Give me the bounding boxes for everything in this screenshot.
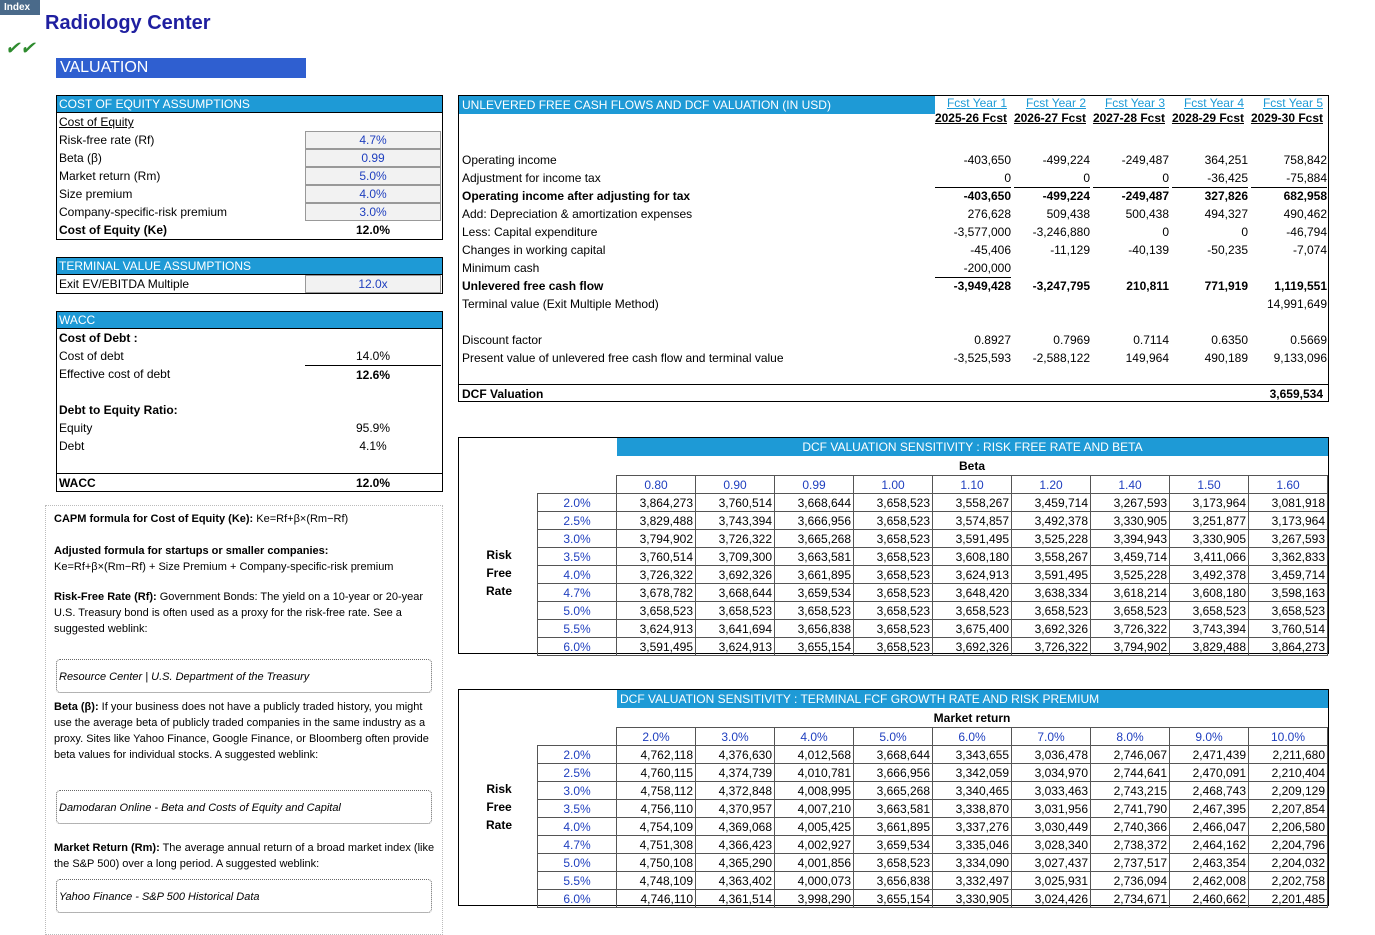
sens-cell: 3,794,902 — [1091, 638, 1170, 656]
sens-row-header: 5.0% — [538, 602, 617, 620]
sens-cell: 4,002,927 — [775, 836, 854, 854]
sens-cell: 3,709,300 — [696, 548, 775, 566]
sens-cell: 3,025,931 — [1012, 872, 1091, 890]
sens-row-header: 6.0% — [538, 638, 617, 656]
dcf-row: Less: Capital expenditure -3,577,000 -3,246,880 0 0 -46,794 — [462, 225, 1327, 239]
sens-cell: 3,332,497 — [933, 872, 1012, 890]
wacc-header: WACC — [57, 312, 442, 329]
sens-row-header: 2.5% — [538, 512, 617, 530]
sens-cell: 3,591,495 — [617, 638, 696, 656]
adjusted-formula-note: Adjusted formula for startups or smaller companies: Ke=Rf+β×(Rm−Rf) + Size Premium + Company-specific-risk premium — [54, 545, 394, 573]
exit-multiple-row: Exit EV/EBITDA Multiple 12.0x — [57, 275, 442, 293]
sens-cell: 4,746,110 — [617, 890, 696, 908]
sens-row-header: 4.0% — [538, 566, 617, 584]
sens-cell: 3,794,902 — [617, 530, 696, 548]
sens-cell: 2,471,439 — [1170, 746, 1249, 764]
sens-cell: 2,737,517 — [1091, 854, 1170, 872]
sens-cell: 3,658,523 — [854, 620, 933, 638]
cost-of-debt-value[interactable]: 14.0% — [355, 349, 391, 363]
sens-cell: 3,330,905 — [1170, 530, 1249, 548]
sens-cell: 3,525,228 — [1091, 566, 1170, 584]
dcf-row: Operating income after adjusting for tax -403,650 -499,224 -249,487 327,826 682,958 — [462, 189, 1327, 203]
index-tab[interactable]: Index — [0, 0, 40, 15]
sens-cell: 3,864,273 — [617, 494, 696, 512]
sens-row-header: 5.5% — [538, 620, 617, 638]
sens-cell: 3,658,523 — [854, 566, 933, 584]
sens-cell: 3,663,581 — [854, 800, 933, 818]
sens-cell: 3,267,593 — [1091, 494, 1170, 512]
sens-cell: 3,829,488 — [617, 512, 696, 530]
sens-cell: 4,370,957 — [696, 800, 775, 818]
sens-cell: 2,460,662 — [1170, 890, 1249, 908]
sens-cell: 3,661,895 — [775, 566, 854, 584]
sens-row-header: 2.0% — [538, 746, 617, 764]
sens-cell: 3,726,322 — [617, 566, 696, 584]
exit-multiple-input[interactable]: 12.0x — [305, 275, 441, 293]
debt-row: Debt 4.1% — [59, 439, 387, 453]
sens-cell: 3,658,523 — [1170, 602, 1249, 620]
sens-row-header: 3.0% — [538, 782, 617, 800]
sens-cell: 4,012,568 — [775, 746, 854, 764]
dcf-row: Discount factor 0.8927 0.7969 0.7114 0.6350 0.5669 — [462, 333, 1327, 347]
sens-cell: 3,661,895 — [854, 818, 933, 836]
dcf-row: Changes in working capital -45,406 -11,129 -40,139 -50,235 -7,074 — [462, 243, 1327, 257]
sens-cell: 3,658,523 — [854, 548, 933, 566]
sens-cell: 2,470,091 — [1170, 764, 1249, 782]
sens-cell: 3,492,378 — [1170, 566, 1249, 584]
sensitivity-rf-beta-title: DCF VALUATION SENSITIVITY : RISK FREE RATE AND BETA — [617, 438, 1328, 456]
sens-cell: 3,658,523 — [1091, 602, 1170, 620]
sens-cell: 3,574,857 — [933, 512, 1012, 530]
sens-col-header: 8.0% — [1091, 728, 1170, 746]
sens-cell: 4,369,068 — [696, 818, 775, 836]
sens-cell: 3,608,180 — [1170, 584, 1249, 602]
sensitivity-growth-premium — [458, 689, 1329, 906]
sens-cell: 3,760,514 — [1249, 620, 1328, 638]
sens-cell: 3,525,228 — [1012, 530, 1091, 548]
sens-cell: 2,468,743 — [1170, 782, 1249, 800]
coe-input[interactable]: 3.0% — [305, 203, 441, 221]
sens-cell: 2,467,395 — [1170, 800, 1249, 818]
cost-of-equity-subtitle: Cost of Equity — [59, 115, 134, 129]
sens-cell: 2,464,162 — [1170, 836, 1249, 854]
sens-cell: 3,337,276 — [933, 818, 1012, 836]
terminal-value-panel — [56, 257, 443, 294]
sens-cell: 2,463,354 — [1170, 854, 1249, 872]
dcf-row: Adjustment for income tax 0 0 0 -36,425 -75,884 — [462, 169, 1328, 187]
section-title: VALUATION — [56, 58, 306, 78]
sens-cell: 3,760,514 — [696, 494, 775, 512]
coe-input[interactable]: 0.99 — [305, 149, 441, 167]
sens-cell: 3,173,964 — [1170, 494, 1249, 512]
sens-cell: 3,033,463 — [1012, 782, 1091, 800]
cost-of-debt-title: Cost of Debt : — [59, 331, 138, 345]
risk-free-note: Risk-Free Rate (Rf): Government Bonds: The yield on a 10-year or 20-year U.S. Treasury bond is often used as a proxy for the risk-free rate. See a suggested weblink: — [54, 591, 424, 635]
sens-cell: 3,658,523 — [854, 602, 933, 620]
cost-of-debt-row: Cost of debt 14.0% — [57, 347, 442, 365]
sens-cell: 3,343,655 — [933, 746, 1012, 764]
sens-cell: 3,342,059 — [933, 764, 1012, 782]
sensitivity-growth-premium-title: DCF VALUATION SENSITIVITY : TERMINAL FCF GROWTH RATE AND RISK PREMIUM — [617, 690, 1328, 708]
forecast-year-header: Fcst Year 3 2027-28 Fcst — [1092, 96, 1165, 125]
sens-cell: 4,008,995 — [775, 782, 854, 800]
sens-cell: 3,411,066 — [1170, 548, 1249, 566]
sens-cell: 3,591,495 — [933, 530, 1012, 548]
sens-col-header: 7.0% — [1012, 728, 1091, 746]
sens-cell: 4,361,514 — [696, 890, 775, 908]
sens-col-header: 1.10 — [933, 476, 1012, 494]
cost-of-equity-total: Cost of Equity (Ke) 12.0% — [59, 223, 391, 237]
sens-cell: 3,658,523 — [854, 530, 933, 548]
sens-row-header: 5.5% — [538, 872, 617, 890]
sens-cell: 3,081,918 — [1249, 494, 1328, 512]
forecast-year-header: Fcst Year 1 2025-26 Fcst — [934, 96, 1007, 125]
dcf-row: Minimum cash -200,000 — [462, 259, 1328, 277]
sens-cell: 3,330,905 — [1091, 512, 1170, 530]
sens-cell: 3,668,644 — [696, 584, 775, 602]
coe-input[interactable]: 4.0% — [305, 185, 441, 203]
sens-row-header: 6.0% — [538, 890, 617, 908]
dcf-row: Terminal value (Exit Multiple Method) 14,991,649 — [462, 297, 1327, 311]
sens-cell: 3,027,437 — [1012, 854, 1091, 872]
sens-row-header: 3.5% — [538, 548, 617, 566]
sens-cell: 3,638,334 — [1012, 584, 1091, 602]
coe-row: Size premium 4.0% — [57, 185, 442, 203]
coe-row: Company-specific-risk premium 3.0% — [57, 203, 442, 221]
sens-cell: 2,211,680 — [1249, 746, 1328, 764]
sens-cell: 3,658,523 — [933, 602, 1012, 620]
sens-cell: 4,750,108 — [617, 854, 696, 872]
sens-cell: 3,743,394 — [696, 512, 775, 530]
sens-cell: 3,459,714 — [1249, 566, 1328, 584]
yahoo-link[interactable]: Yahoo Finance - S&P 500 Historical Data — [56, 879, 432, 913]
damodaran-link[interactable]: Damodaran Online - Beta and Costs of Equity and Capital — [56, 790, 432, 824]
sens-cell: 4,005,425 — [775, 818, 854, 836]
sens-cell: 2,738,372 — [1091, 836, 1170, 854]
sens-cell: 3,024,426 — [1012, 890, 1091, 908]
dcf-header: UNLEVERED FREE CASH FLOWS AND DCF VALUATION (IN USD) — [459, 96, 935, 114]
sensitivity2-row-title: Risk Free Rate — [485, 782, 512, 832]
sens-cell: 3,173,964 — [1249, 512, 1328, 530]
sens-cell: 3,666,956 — [775, 512, 854, 530]
sens-cell: 3,558,267 — [933, 494, 1012, 512]
sens-row-header: 3.5% — [538, 800, 617, 818]
sens-col-header: 1.00 — [854, 476, 933, 494]
sens-cell: 3,031,956 — [1012, 800, 1091, 818]
sens-cell: 3,726,322 — [1012, 638, 1091, 656]
sens-cell: 3,459,714 — [1091, 548, 1170, 566]
sens-cell: 2,746,067 — [1091, 746, 1170, 764]
sens-cell: 4,000,073 — [775, 872, 854, 890]
sens-cell: 4,363,402 — [696, 872, 775, 890]
sens-cell: 3,658,523 — [854, 494, 933, 512]
sens-cell: 3,624,913 — [696, 638, 775, 656]
sens-cell: 2,462,008 — [1170, 872, 1249, 890]
sens-cell: 3,335,046 — [933, 836, 1012, 854]
sens-cell: 3,659,534 — [854, 836, 933, 854]
sens-row-header: 3.0% — [538, 530, 617, 548]
sensitivity-col-title: Beta — [958, 459, 985, 473]
sens-cell: 4,762,118 — [617, 746, 696, 764]
sens-cell: 3,330,905 — [933, 890, 1012, 908]
dcf-valuation-row: DCF Valuation 3,659,534 — [459, 384, 1328, 402]
debt-equity-title: Debt to Equity Ratio: — [59, 403, 178, 417]
sens-cell: 2,740,366 — [1091, 818, 1170, 836]
sens-cell: 3,658,523 — [1249, 602, 1328, 620]
sens-cell: 4,758,112 — [617, 782, 696, 800]
sens-cell: 3,726,322 — [696, 530, 775, 548]
sens-cell: 3,668,644 — [854, 746, 933, 764]
company-title: Radiology Center — [45, 12, 211, 34]
sens-cell: 2,736,094 — [1091, 872, 1170, 890]
sens-cell: 3,641,694 — [696, 620, 775, 638]
sens-cell: 3,659,534 — [775, 584, 854, 602]
sens-cell: 3,608,180 — [933, 548, 1012, 566]
sens-cell: 3,760,514 — [617, 548, 696, 566]
sens-cell: 3,998,290 — [775, 890, 854, 908]
sens-cell: 3,864,273 — [1249, 638, 1328, 656]
dcf-row: Add: Depreciation & amortization expenses 276,628 509,438 500,438 494,327 490,462 — [462, 207, 1327, 221]
beta-note: Beta (β): If your business does not have a publicly traded history, you might use the average beta of publicly traded companies in the same industry as a proxy. Sites like Yahoo Finance, Google Finance, or Bloomberg often provide beta values for individual stocks. A suggested weblink: — [54, 701, 429, 761]
sens-cell: 3,658,523 — [775, 602, 854, 620]
sens-cell: 2,210,404 — [1249, 764, 1328, 782]
sens-cell: 3,394,943 — [1091, 530, 1170, 548]
sens-cell: 3,656,838 — [775, 620, 854, 638]
sens-cell: 4,760,115 — [617, 764, 696, 782]
sens-cell: 3,829,488 — [1170, 638, 1249, 656]
coe-row: Market return (Rm) 5.0% — [57, 167, 442, 185]
sens-cell: 4,756,110 — [617, 800, 696, 818]
sens-cell: 3,030,449 — [1012, 818, 1091, 836]
sens-cell: 3,692,326 — [1012, 620, 1091, 638]
sens-col-header: 4.0% — [775, 728, 854, 746]
sens-cell: 4,376,630 — [696, 746, 775, 764]
sens-cell: 3,675,400 — [933, 620, 1012, 638]
dcf-panel — [458, 95, 1329, 402]
effective-cost-of-debt-row: Effective cost of debt 12.6% — [57, 365, 442, 383]
coe-input[interactable]: 5.0% — [305, 167, 441, 185]
sens-cell: 3,362,833 — [1249, 548, 1328, 566]
dcf-row: Unlevered free cash flow -3,949,428 -3,247,795 210,811 771,919 1,119,551 — [462, 279, 1327, 293]
sens-cell: 3,598,163 — [1249, 584, 1328, 602]
sens-row-header: 4.7% — [538, 836, 617, 854]
sens-cell: 2,204,796 — [1249, 836, 1328, 854]
sens-cell: 3,655,154 — [775, 638, 854, 656]
sens-row-header: 5.0% — [538, 854, 617, 872]
sens-row-header: 2.0% — [538, 494, 617, 512]
sens-cell: 3,658,523 — [617, 602, 696, 620]
sens-cell: 3,459,714 — [1012, 494, 1091, 512]
sens-cell: 2,206,580 — [1249, 818, 1328, 836]
sens-cell: 2,743,215 — [1091, 782, 1170, 800]
sens-col-header: 1.40 — [1091, 476, 1170, 494]
dcf-row: Operating income -403,650 -499,224 -249,487 364,251 758,842 — [462, 153, 1327, 167]
sens-cell: 3,340,465 — [933, 782, 1012, 800]
sens-cell: 3,726,322 — [1091, 620, 1170, 638]
sensitivity2-col-title: Market return — [933, 711, 1011, 725]
forecast-year-header: Fcst Year 5 2029-30 Fcst — [1250, 96, 1323, 125]
sens-col-header: 9.0% — [1170, 728, 1249, 746]
sens-col-header: 3.0% — [696, 728, 775, 746]
coe-input[interactable]: 4.7% — [305, 131, 441, 149]
sens-cell: 3,036,478 — [1012, 746, 1091, 764]
cost-of-equity-panel — [56, 95, 443, 240]
coe-row: Beta (β) 0.99 — [57, 149, 442, 167]
sens-cell: 3,665,268 — [775, 530, 854, 548]
terminal-value-header: TERMINAL VALUE ASSUMPTIONS — [57, 258, 442, 275]
sens-cell: 3,743,394 — [1170, 620, 1249, 638]
sens-row-header: 4.0% — [538, 818, 617, 836]
check-marks-icon: ✔✔ — [5, 38, 36, 58]
wacc-total-row: WACC 12.0% — [57, 473, 442, 492]
sens-col-header: 0.99 — [775, 476, 854, 494]
sens-cell: 3,591,495 — [1012, 566, 1091, 584]
sens-cell: 3,663,581 — [775, 548, 854, 566]
sensitivity-row-title: Risk Free Rate — [485, 548, 512, 598]
sens-col-header: 1.60 — [1249, 476, 1328, 494]
sens-cell: 2,204,032 — [1249, 854, 1328, 872]
sens-cell: 3,267,593 — [1249, 530, 1328, 548]
forecast-year-header: Fcst Year 4 2028-29 Fcst — [1171, 96, 1244, 125]
sens-cell: 2,734,671 — [1091, 890, 1170, 908]
sens-cell: 3,658,523 — [1012, 602, 1091, 620]
sens-cell: 3,658,523 — [854, 854, 933, 872]
cost-of-equity-header: COST OF EQUITY ASSUMPTIONS — [57, 96, 442, 113]
sens-cell: 4,374,739 — [696, 764, 775, 782]
capm-note: CAPM formula for Cost of Equity (Ke): Ke=Rf+β×(Rm−Rf) — [54, 513, 349, 525]
dcf-row: Present value of unlevered free cash flow and terminal value -3,525,593 -2,588,122 149,964 490,189 9,133,096 — [462, 351, 1327, 365]
sens-cell: 2,209,129 — [1249, 782, 1328, 800]
sens-cell: 3,658,523 — [854, 512, 933, 530]
sens-cell: 2,744,641 — [1091, 764, 1170, 782]
sens-cell: 3,666,956 — [854, 764, 933, 782]
sens-cell: 3,251,877 — [1170, 512, 1249, 530]
sens-cell: 2,741,790 — [1091, 800, 1170, 818]
sens-cell: 3,658,523 — [854, 638, 933, 656]
coe-row: Risk-free rate (Rf) 4.7% — [57, 131, 442, 149]
sens-col-header: 1.20 — [1012, 476, 1091, 494]
sens-cell: 4,001,856 — [775, 854, 854, 872]
sens-col-header: 0.90 — [696, 476, 775, 494]
sens-cell: 3,028,340 — [1012, 836, 1091, 854]
sens-cell: 2,466,047 — [1170, 818, 1249, 836]
notes-panel — [45, 505, 443, 935]
sens-cell: 3,624,913 — [933, 566, 1012, 584]
sens-cell: 3,692,326 — [933, 638, 1012, 656]
sens-cell: 3,668,644 — [775, 494, 854, 512]
sens-cell: 3,624,913 — [617, 620, 696, 638]
sens-col-header: 2.0% — [617, 728, 696, 746]
sens-row-header: 4.7% — [538, 584, 617, 602]
sens-col-header: 5.0% — [854, 728, 933, 746]
sens-cell: 3,338,870 — [933, 800, 1012, 818]
sens-cell: 3,558,267 — [1012, 548, 1091, 566]
sens-cell: 4,751,308 — [617, 836, 696, 854]
sens-cell: 3,648,420 — [933, 584, 1012, 602]
sens-cell: 3,658,523 — [696, 602, 775, 620]
sens-cell: 4,754,109 — [617, 818, 696, 836]
sens-cell: 2,201,485 — [1249, 890, 1328, 908]
sens-row-header: 2.5% — [538, 764, 617, 782]
sens-cell: 4,365,290 — [696, 854, 775, 872]
sens-cell: 3,334,090 — [933, 854, 1012, 872]
forecast-year-header: Fcst Year 2 2026-27 Fcst — [1013, 96, 1086, 125]
sens-cell: 3,665,268 — [854, 782, 933, 800]
sens-cell: 3,034,970 — [1012, 764, 1091, 782]
sens-cell: 3,492,378 — [1012, 512, 1091, 530]
sens-cell: 3,655,154 — [854, 890, 933, 908]
sens-col-header: 6.0% — [933, 728, 1012, 746]
equity-row: Equity 95.9% — [59, 421, 391, 435]
sens-cell: 2,202,758 — [1249, 872, 1328, 890]
sensitivity-rf-beta — [458, 437, 1329, 654]
sens-col-header: 1.50 — [1170, 476, 1249, 494]
market-return-note: Market Return (Rm): The average annual return of a broad market index (like the S&P 500) over a long period. A suggested weblink: — [54, 842, 435, 870]
sens-col-header: 10.0% — [1249, 728, 1328, 746]
sens-cell: 2,207,854 — [1249, 800, 1328, 818]
sens-cell: 3,692,326 — [696, 566, 775, 584]
sens-cell: 4,748,109 — [617, 872, 696, 890]
sens-cell: 3,656,838 — [854, 872, 933, 890]
sens-cell: 4,366,423 — [696, 836, 775, 854]
sens-col-header: 0.80 — [617, 476, 696, 494]
sens-cell: 4,372,848 — [696, 782, 775, 800]
sens-cell: 3,658,523 — [854, 584, 933, 602]
sens-cell: 4,007,210 — [775, 800, 854, 818]
sens-cell: 4,010,781 — [775, 764, 854, 782]
sens-cell: 3,618,214 — [1091, 584, 1170, 602]
sens-cell: 3,678,782 — [617, 584, 696, 602]
treasury-link[interactable]: Resource Center | U.S. Department of the Treasury — [56, 659, 432, 693]
wacc-panel — [56, 311, 443, 492]
